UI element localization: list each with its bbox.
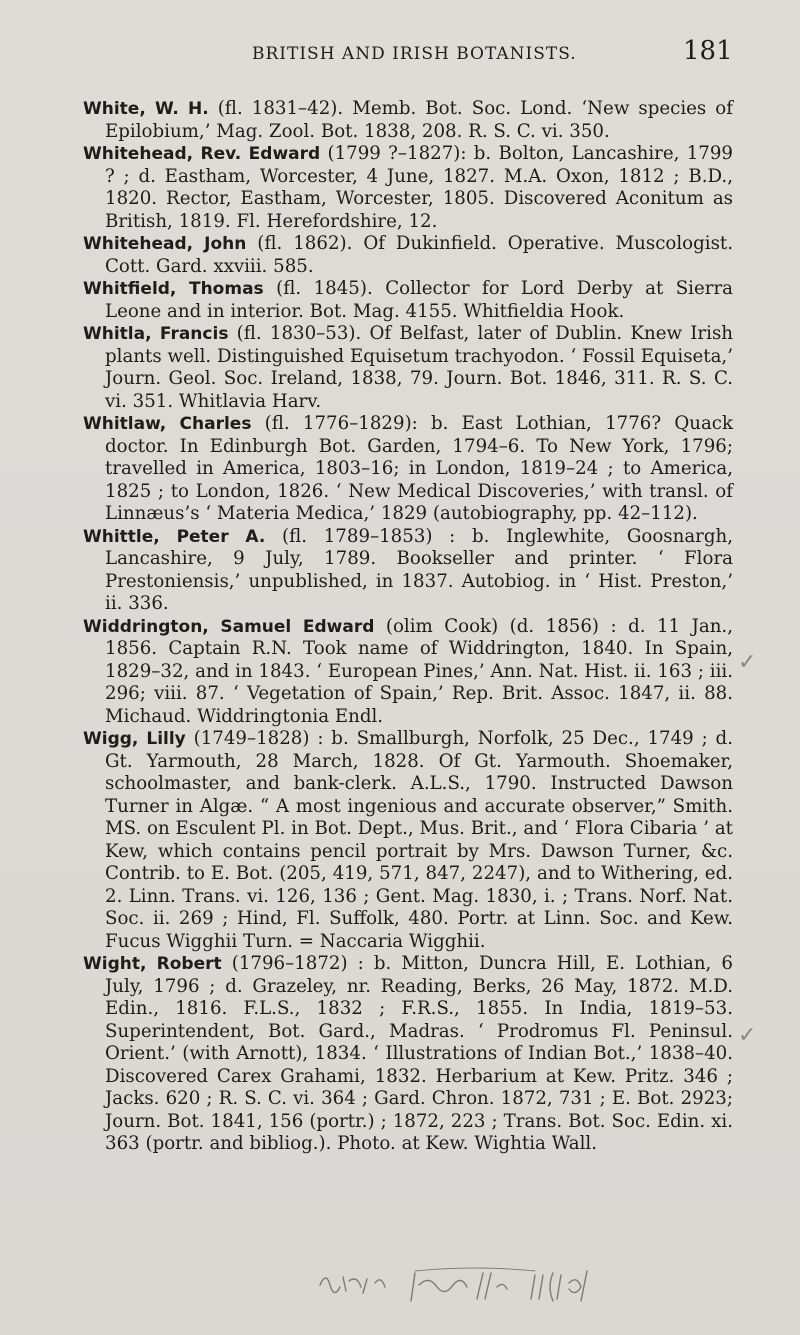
entry-name: Whitlaw, Charles [83, 414, 252, 434]
pencil-tick-icon: ✓ [738, 650, 757, 675]
entry-name: White, W. H. [83, 99, 209, 119]
entry-name: Wigg, Lilly [83, 729, 186, 749]
entry [83, 728, 733, 953]
page-number: 181 [683, 36, 733, 66]
entry-text: (fl. 1831–42). Memb. Bot. Soc. Lond. ‘New species of Epilobium,’ Mag. Zool. Bot. 1838, 208. R. S. C. vi. 350. [105, 98, 733, 142]
entry [83, 616, 733, 729]
entry-text: (fl. 1776–1829): b. East Lothian, 1776? Quack doctor. In Edinburgh Bot. Garden, 1794–6. To New York, 1796; travelled in America, 1803–16; in London, 1819–24 ; to America, 1825 ; to London, 1826. ‘ New Medical Discoveries,’ with transl. of Linnæus’s ‘ Materia Medica,’ 1829 (autobiography, pp. 42–112). [105, 413, 733, 524]
page-header [0, 36, 800, 84]
entry [83, 323, 733, 413]
entry [83, 143, 733, 233]
entry [83, 233, 733, 278]
entry [83, 413, 733, 526]
entry-text: (fl. 1862). Of Dukinfield. Operative. Muscologist. Cott. Gard. xxviii. 585. [105, 233, 733, 277]
entry [83, 98, 733, 143]
entry [83, 526, 733, 616]
entry-name: Whittle, Peter A. [83, 526, 266, 547]
entry-name: Wight, Robert [83, 954, 222, 974]
entry [83, 953, 733, 1156]
entries-list [83, 98, 733, 1156]
entry-text: (1796–1872) : b. Mitton, Duncra Hill, E. Lothian, 6 July, 1796 ; d. Grazeley, nr. Reading, Berks, 26 May, 1872. M.D. Edin., 1816. F.L.S., 1832 ; F.R.S., 1855. In India, 1819–53. Superintendent, Bot. Gard., Madras. ‘ Prodromus Fl. Peninsul. Orient.’ (with Arnott), 1834. ‘ Illustrations of Indian Bot.,’ 1838–40. Discovered Carex Grahami, 1832. Herbarium at Kew. Pritz. 346 ; Jacks. 620 ; R. S. C. vi. 364 ; Gard. Chron. 1872, 731 ; E. Bot. 2923; Journ. Bot. 1841, 156 (portr.) ; 1872, 223 ; Trans. Bot. Soc. Edin. xi. 363 (portr. and bibliog.). Photo. at Kew. Wightia Wall. [105, 953, 733, 1154]
running-head: BRITISH AND IRISH BOTANISTS. [252, 44, 577, 64]
entry-name: Whitehead, Rev. Edward [83, 144, 321, 164]
entry-name: Whitehead, John [83, 234, 247, 254]
entry-text: (fl. 1845). Collector for Lord Derby at Sierra Leone and in interior. Bot. Mag. 4155. Whitfieldia Hook. [105, 278, 733, 322]
entry-name: Widdrington, Samuel Edward [83, 616, 375, 637]
entry-text: (fl. 1789–1853) : b. Inglewhite, Goosnargh, Lancashire, 9 July, 1789. Bookseller and printer. ‘ Flora Prestoniensis,’ unpublished, in 1837. Autobiog. in ‘ Hist. Preston,’ ii. 336. [105, 525, 734, 614]
entry-text: (olim Cook) (d. 1856) : d. 11 Jan., 1856. Captain R.N. Took name of Widdrington, 1840. In Spain, 1829–32, and in 1843. ‘ European Pines,’ Ann. Nat. Hist. ii. 163 ; iii. 296; viii. 87. ‘ Vegetation of Spain,’ Rep. Brit. Assoc. 1847, ii. 88. Michaud. Widdringtonia Endl. [105, 615, 733, 727]
entry-text: (fl. 1830–53). Of Belfast, later of Dublin. Knew Irish plants well. Distinguished Equisetum trachyodon. ‘ Fossil Equiseta,’ Journ. Geol. Soc. Ireland, 1838, 79. Journ. Bot. 1846, 311. R. S. C. vi. 351. Whitlavia Harv. [105, 323, 733, 412]
entry-text: (1749–1828) : b. Smallburgh, Norfolk, 25 Dec., 1749 ; d. Gt. Yarmouth, 28 March, 1828. Of Gt. Yarmouth. Shoemaker, schoolmaster, and bank-clerk. A.L.S., 1790. Instructed Dawson Turner in Algæ. “ A most ingenious and accurate observer,” Smith. MS. on Esculent Pl. in Bot. Dept., Mus. Brit., and ‘ Flora Cibaria ’ at Kew, which contains pencil portrait by Mrs. Dawson Turner, &c. Contrib. to E. Bot. (205, 419, 571, 847, 2247), and to Withering, ed. 2. Linn. Trans. vi. 126, 136 ; Gent. Mag. 1830, i. ; Trans. Norf. Nat. Soc. ii. 269 ; Hind, Fl. Suffolk, 480. Portr. at Linn. Soc. and Kew. Fucus Wigghii Turn. = Naccaria Wigghii. [105, 728, 733, 952]
entry-name: Whitfield, Thomas [83, 279, 264, 299]
entry-name: Whitla, Francis [83, 324, 229, 344]
pencil-tick-icon: ✓ [738, 1023, 757, 1048]
entry-text: (1799 ?–1827): b. Bolton, Lancashire, 1799 ? ; d. Eastham, Worcester, 4 June, 1827. M.A. Oxon, 1812 ; B.D., 1820. Rector, Eastham, Worcester, 1805. Discovered Aconitum as British, 1819. Fl. Herefordshire, 12. [105, 143, 733, 232]
entry [83, 278, 733, 323]
handwritten-note-icon [315, 1265, 695, 1305]
